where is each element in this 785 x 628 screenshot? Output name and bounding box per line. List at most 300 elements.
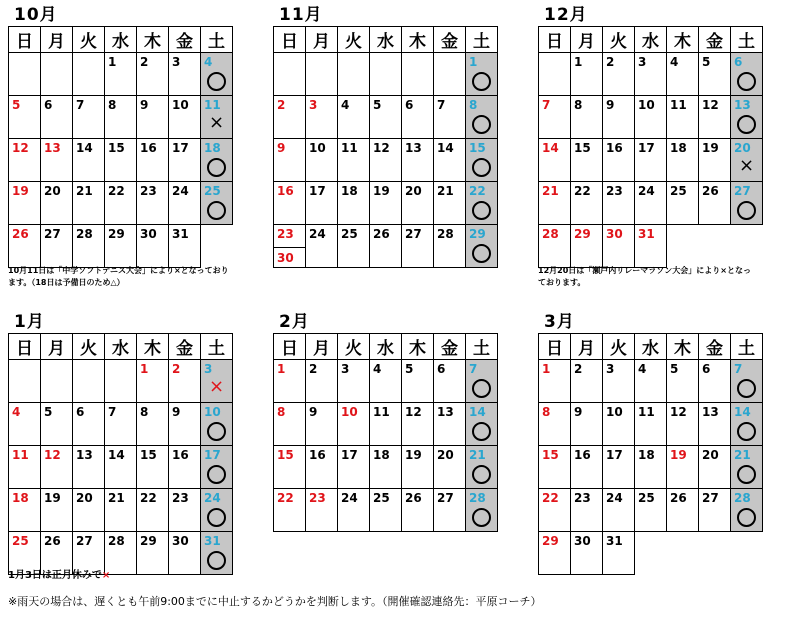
day-number: 31	[606, 534, 623, 548]
day-number: 16	[309, 448, 326, 462]
day-number: 1	[574, 55, 583, 69]
day-number: 29	[574, 227, 591, 241]
day-cell	[41, 96, 73, 139]
january-note-text: 1月3日は正月休みで	[8, 570, 102, 581]
day-number: 10	[204, 405, 221, 419]
empty-day-cell	[466, 532, 498, 575]
day-cell	[370, 182, 402, 225]
weekday-header: 月	[41, 334, 73, 360]
day-cell	[667, 96, 699, 139]
weekday-header: 金	[434, 334, 466, 360]
day-cell	[370, 489, 402, 532]
day-cell	[731, 139, 763, 182]
day-number: 28	[108, 534, 125, 548]
day-cell	[434, 489, 466, 532]
day-cell	[466, 182, 498, 225]
day-number: 10	[172, 98, 189, 112]
day-cell	[137, 139, 169, 182]
day-number: 3	[341, 362, 350, 376]
day-cell	[73, 403, 105, 446]
day-number: 27	[76, 534, 93, 548]
day-number: 3	[309, 98, 318, 112]
day-cell	[466, 53, 498, 96]
day-cell	[402, 225, 434, 268]
day-cell	[370, 96, 402, 139]
day-number: 6	[405, 98, 414, 112]
day-cell	[105, 139, 137, 182]
day-cell	[635, 53, 667, 96]
day-cell	[105, 182, 137, 225]
day-number: 22	[574, 184, 591, 198]
empty-day-cell	[370, 53, 402, 96]
weekday-header: 水	[370, 334, 402, 360]
day-number: 13	[437, 405, 454, 419]
day-number: 21	[108, 491, 125, 505]
day-number: 25	[373, 491, 390, 505]
january-note-cross-mark: ×	[101, 570, 111, 581]
day-number: 25	[670, 184, 687, 198]
day-number: 23	[574, 491, 591, 505]
day-cell	[137, 446, 169, 489]
day-cell	[9, 446, 41, 489]
day-number: 10	[309, 141, 326, 155]
day-cell	[370, 225, 402, 268]
day-cell	[73, 96, 105, 139]
day-number: 27	[405, 227, 422, 241]
day-cell	[402, 96, 434, 139]
day-number: 24	[309, 227, 326, 241]
day-number: 11	[638, 405, 655, 419]
day-cell	[73, 139, 105, 182]
day-number: 30	[274, 247, 305, 265]
weekday-header: 土	[731, 27, 763, 53]
month-title: 3月	[544, 312, 575, 332]
day-number: 27	[702, 491, 719, 505]
day-cell	[338, 403, 370, 446]
day-number: 27	[437, 491, 454, 505]
cross-icon: ×	[208, 376, 225, 397]
weekday-header: 火	[338, 334, 370, 360]
day-cell	[603, 182, 635, 225]
empty-day-cell	[338, 532, 370, 575]
day-cell	[699, 446, 731, 489]
day-number: 2	[172, 362, 181, 376]
empty-day-cell	[274, 53, 306, 96]
day-cell	[667, 403, 699, 446]
day-cell	[137, 53, 169, 96]
day-cell	[169, 225, 201, 268]
weekday-header: 火	[73, 27, 105, 53]
day-number: 7	[437, 98, 446, 112]
empty-day-cell	[338, 53, 370, 96]
day-number: 11	[341, 141, 358, 155]
day-number: 30	[172, 534, 189, 548]
day-cell	[338, 446, 370, 489]
day-cell	[338, 139, 370, 182]
month-calendar	[273, 5, 498, 268]
day-number: 14	[469, 405, 486, 419]
day-cell	[306, 489, 338, 532]
day-number: 28	[437, 227, 454, 241]
day-cell	[539, 446, 571, 489]
day-cell	[667, 446, 699, 489]
day-cell	[169, 182, 201, 225]
weekday-header: 日	[539, 27, 571, 53]
circle-icon	[472, 158, 491, 177]
weekday-header: 月	[41, 27, 73, 53]
day-cell	[402, 139, 434, 182]
day-cell	[137, 360, 169, 403]
circle-icon	[737, 508, 756, 527]
day-cell	[201, 53, 233, 96]
day-number: 20	[76, 491, 93, 505]
day-number: 22	[469, 184, 486, 198]
day-number: 8	[108, 98, 117, 112]
day-cell	[9, 225, 41, 268]
day-number: 13	[734, 98, 751, 112]
day-number: 9	[606, 98, 615, 112]
day-cell	[338, 489, 370, 532]
circle-icon	[207, 72, 226, 91]
day-number: 13	[405, 141, 422, 155]
weekday-header: 金	[169, 27, 201, 53]
weekday-header: 月	[306, 334, 338, 360]
day-cell	[434, 403, 466, 446]
weekday-header: 水	[370, 27, 402, 53]
day-cell	[635, 225, 667, 268]
weekday-header: 金	[699, 27, 731, 53]
weekday-header: 月	[306, 27, 338, 53]
day-number: 15	[140, 448, 157, 462]
day-number: 20	[44, 184, 61, 198]
circle-icon	[472, 465, 491, 484]
weekday-header: 土	[466, 27, 498, 53]
day-number: 15	[469, 141, 486, 155]
day-cell	[201, 182, 233, 225]
day-number: 28	[542, 227, 559, 241]
day-number: 26	[670, 491, 687, 505]
day-number: 28	[734, 491, 751, 505]
day-cell	[370, 360, 402, 403]
day-number: 30	[140, 227, 157, 241]
day-number: 22	[542, 491, 559, 505]
day-number: 9	[140, 98, 149, 112]
day-cell	[635, 360, 667, 403]
day-cell	[731, 489, 763, 532]
day-number: 12	[373, 141, 390, 155]
empty-day-cell	[201, 225, 233, 268]
day-number: 17	[172, 141, 189, 155]
day-cell	[667, 182, 699, 225]
day-cell	[603, 532, 635, 575]
empty-day-cell	[105, 360, 137, 403]
day-number: 25	[12, 534, 29, 548]
empty-day-cell	[434, 532, 466, 575]
day-cell	[137, 489, 169, 532]
weekday-header: 金	[169, 334, 201, 360]
day-number: 17	[341, 448, 358, 462]
day-number: 4	[373, 362, 382, 376]
weekday-header: 土	[731, 334, 763, 360]
day-number: 20	[437, 448, 454, 462]
empty-day-cell	[699, 225, 731, 268]
day-cell	[466, 225, 498, 268]
day-cell	[306, 225, 338, 268]
day-number: 31	[638, 227, 655, 241]
empty-day-cell	[370, 532, 402, 575]
day-number: 30	[574, 534, 591, 548]
day-number: 19	[373, 184, 390, 198]
day-cell	[603, 446, 635, 489]
day-cell	[571, 53, 603, 96]
day-cell	[137, 96, 169, 139]
day-cell	[73, 532, 105, 575]
day-number: 7	[76, 98, 85, 112]
day-number: 15	[574, 141, 591, 155]
month-grid	[273, 333, 498, 574]
day-cell	[402, 446, 434, 489]
day-cell	[41, 182, 73, 225]
day-number: 18	[12, 491, 29, 505]
day-number: 8	[277, 405, 286, 419]
weekday-header: 金	[434, 27, 466, 53]
day-cell	[434, 446, 466, 489]
day-number: 26	[12, 227, 29, 241]
day-number: 16	[140, 141, 157, 155]
day-number: 24	[606, 491, 623, 505]
day-cell	[731, 403, 763, 446]
day-number: 19	[12, 184, 29, 198]
day-cell	[603, 139, 635, 182]
day-cell	[699, 139, 731, 182]
day-cell	[9, 182, 41, 225]
day-cell	[73, 489, 105, 532]
day-number: 24	[341, 491, 358, 505]
day-cell	[571, 360, 603, 403]
weekday-header: 火	[603, 334, 635, 360]
weekday-header: 月	[571, 334, 603, 360]
cross-icon: ×	[208, 112, 225, 133]
day-cell	[571, 139, 603, 182]
day-number: 4	[341, 98, 350, 112]
day-number: 9	[309, 405, 318, 419]
day-number: 21	[734, 448, 751, 462]
day-number: 4	[670, 55, 679, 69]
day-number: 21	[542, 184, 559, 198]
day-number: 26	[44, 534, 61, 548]
day-number: 14	[734, 405, 751, 419]
day-number: 26	[373, 227, 390, 241]
day-number: 29	[140, 534, 157, 548]
empty-day-cell	[731, 225, 763, 268]
day-cell	[201, 139, 233, 182]
day-number: 1	[140, 362, 149, 376]
day-number: 7	[469, 362, 478, 376]
rain-policy-footer: ※雨天の場合は、遅くとも午前9:00までに中止するかどうかを判断します。（開催確認連絡先：平原コーチ）	[8, 595, 542, 608]
day-number: 4	[12, 405, 21, 419]
weekday-header: 水	[105, 27, 137, 53]
day-cell	[73, 225, 105, 268]
day-cell	[306, 182, 338, 225]
day-number: 4	[638, 362, 647, 376]
weekday-header: 木	[137, 27, 169, 53]
day-number: 29	[469, 227, 486, 241]
day-number: 18	[638, 448, 655, 462]
month-calendar	[8, 5, 233, 268]
empty-day-cell	[699, 532, 731, 575]
day-cell	[603, 360, 635, 403]
weekday-header: 木	[667, 27, 699, 53]
day-number: 1	[277, 362, 286, 376]
circle-icon	[472, 72, 491, 91]
weekday-header: 火	[73, 334, 105, 360]
day-cell	[434, 360, 466, 403]
day-number: 2	[277, 98, 286, 112]
weekday-header: 木	[402, 27, 434, 53]
weekday-header: 水	[635, 27, 667, 53]
day-number: 22	[140, 491, 157, 505]
day-cell	[338, 182, 370, 225]
day-cell	[306, 96, 338, 139]
circle-icon	[472, 244, 491, 263]
day-cell	[41, 139, 73, 182]
weekday-header: 日	[274, 334, 306, 360]
day-cell	[667, 489, 699, 532]
day-cell	[571, 225, 603, 268]
weekday-header: 日	[9, 27, 41, 53]
day-number: 1	[108, 55, 117, 69]
day-number: 3	[606, 362, 615, 376]
empty-day-cell	[73, 360, 105, 403]
day-cell	[338, 360, 370, 403]
day-cell	[9, 532, 41, 575]
day-number: 27	[44, 227, 61, 241]
day-number: 1	[542, 362, 551, 376]
day-cell	[201, 360, 233, 403]
day-number: 12	[12, 141, 29, 155]
day-number: 18	[373, 448, 390, 462]
day-cell	[434, 139, 466, 182]
day-cell	[137, 532, 169, 575]
day-number: 12	[670, 405, 687, 419]
circle-icon	[472, 379, 491, 398]
day-number: 12	[44, 448, 61, 462]
day-cell	[105, 403, 137, 446]
circle-icon	[737, 422, 756, 441]
day-cell	[105, 489, 137, 532]
day-number: 31	[172, 227, 189, 241]
circle-icon	[737, 72, 756, 91]
empty-day-cell	[667, 225, 699, 268]
day-cell	[370, 403, 402, 446]
day-cell	[137, 182, 169, 225]
day-number: 24	[638, 184, 655, 198]
day-number: 24	[204, 491, 221, 505]
day-cell	[274, 139, 306, 182]
weekday-header: 月	[571, 27, 603, 53]
day-number: 28	[76, 227, 93, 241]
day-cell	[402, 489, 434, 532]
day-cell	[603, 96, 635, 139]
day-cell	[603, 489, 635, 532]
day-cell	[571, 182, 603, 225]
empty-day-cell	[635, 532, 667, 575]
day-number: 22	[277, 491, 294, 505]
day-number: 4	[204, 55, 213, 69]
day-cell	[466, 403, 498, 446]
day-number: 5	[405, 362, 414, 376]
day-number: 1	[469, 55, 478, 69]
day-cell	[731, 96, 763, 139]
day-number: 12	[702, 98, 719, 112]
day-cell	[274, 225, 306, 268]
day-number: 18	[341, 184, 358, 198]
day-number: 17	[204, 448, 221, 462]
day-number: 2	[140, 55, 149, 69]
october-note	[8, 265, 229, 289]
weekday-header: 水	[635, 334, 667, 360]
day-number: 13	[702, 405, 719, 419]
day-number: 24	[172, 184, 189, 198]
day-cell	[434, 96, 466, 139]
day-cell	[370, 446, 402, 489]
day-cell	[539, 360, 571, 403]
day-cell	[41, 225, 73, 268]
day-cell	[169, 532, 201, 575]
day-cell	[201, 532, 233, 575]
day-cell	[402, 360, 434, 403]
day-cell	[571, 446, 603, 489]
day-number: 8	[574, 98, 583, 112]
empty-day-cell	[434, 53, 466, 96]
month-calendar	[273, 312, 498, 574]
day-cell	[306, 403, 338, 446]
day-cell	[105, 225, 137, 268]
empty-day-cell	[402, 53, 434, 96]
day-number: 6	[76, 405, 85, 419]
day-cell	[731, 53, 763, 96]
day-cell	[699, 53, 731, 96]
empty-day-cell	[402, 532, 434, 575]
day-number: 8	[140, 405, 149, 419]
day-number: 18	[204, 141, 221, 155]
empty-day-cell	[539, 53, 571, 96]
day-cell	[466, 446, 498, 489]
day-cell	[731, 446, 763, 489]
day-number: 17	[638, 141, 655, 155]
day-cell	[571, 489, 603, 532]
day-cell	[274, 489, 306, 532]
day-cell	[635, 446, 667, 489]
day-cell	[699, 360, 731, 403]
day-number: 19	[670, 448, 687, 462]
weekday-header: 木	[667, 334, 699, 360]
day-number: 5	[12, 98, 21, 112]
day-number: 26	[405, 491, 422, 505]
day-number: 25	[638, 491, 655, 505]
day-cell	[571, 96, 603, 139]
day-cell	[603, 225, 635, 268]
day-number: 30	[606, 227, 623, 241]
day-cell	[41, 489, 73, 532]
day-cell	[635, 489, 667, 532]
day-cell	[201, 403, 233, 446]
month-grid	[273, 26, 498, 268]
day-number: 27	[734, 184, 751, 198]
cross-icon: ×	[738, 155, 755, 176]
day-number: 3	[204, 362, 213, 376]
day-number: 12	[405, 405, 422, 419]
